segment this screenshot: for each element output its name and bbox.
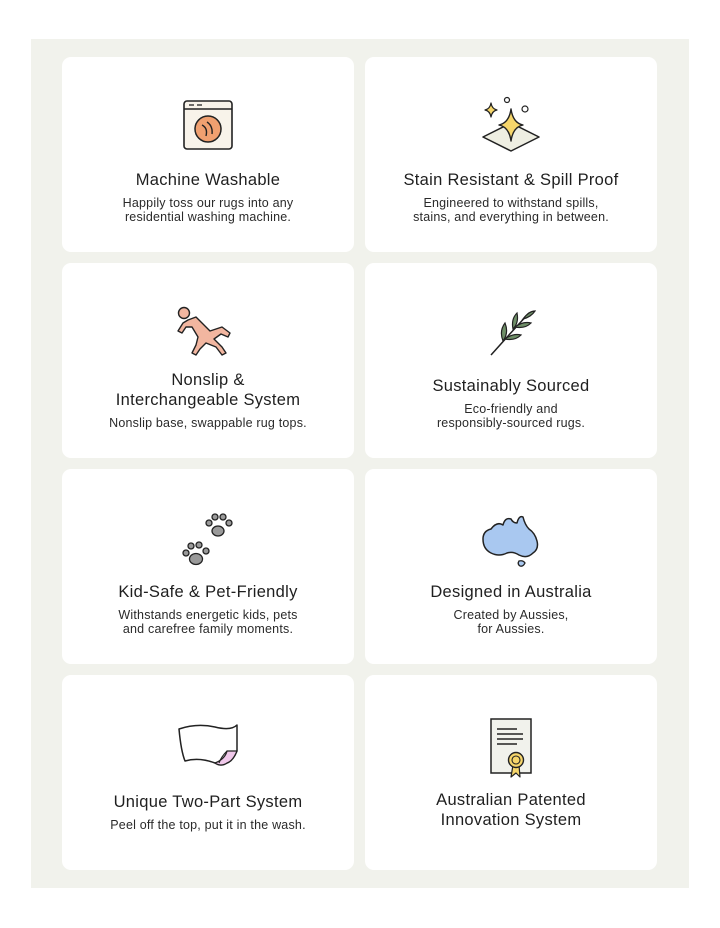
- features-panel: [31, 39, 689, 888]
- leaf-icon: [485, 307, 537, 359]
- sparkle-icon: [479, 95, 543, 157]
- feature-card-two-part-system: [62, 675, 354, 870]
- feature-title: Designed in Australia: [430, 583, 592, 601]
- feature-title: Nonslip & Interchangeable System: [115, 371, 301, 409]
- feature-title: Stain Resistant & Spill Proof: [403, 171, 619, 189]
- feature-text: [62, 370, 354, 430]
- feature-description: Happily toss our rugs into any residential washing machine.: [122, 196, 294, 224]
- feature-text: [365, 170, 657, 224]
- feature-card-kid-safe: [62, 469, 354, 664]
- feature-description: Created by Aussies, for Aussies.: [453, 608, 569, 636]
- feature-description: Nonslip base, swappable rug tops.: [109, 416, 307, 430]
- feature-text: [62, 170, 354, 224]
- certificate-icon: [487, 715, 535, 779]
- feature-description: Withstands energetic kids, pets and carefree family moments.: [118, 608, 298, 636]
- feature-card-sustainably-sourced: [365, 263, 657, 458]
- feature-text: [62, 582, 354, 636]
- feature-text: [365, 376, 657, 430]
- feature-card-machine-washable: [62, 57, 354, 252]
- feature-card-designed-in-australia: [365, 469, 657, 664]
- feature-text: [365, 582, 657, 636]
- feature-description: Peel off the top, put it in the wash.: [110, 818, 306, 832]
- feature-card-nonslip: [62, 263, 354, 458]
- feature-title: Unique Two-Part System: [113, 793, 303, 811]
- feature-title: Machine Washable: [135, 171, 281, 189]
- feature-title: Australian Patented Innovation System: [436, 791, 586, 829]
- feature-text: [365, 790, 657, 830]
- feature-title: Sustainably Sourced: [432, 377, 590, 395]
- feature-description: Eco-friendly and responsibly-sourced rugs.: [436, 402, 586, 430]
- washing-machine-icon: [182, 99, 234, 151]
- feature-card-patented: [365, 675, 657, 870]
- feature-title: Kid-Safe & Pet-Friendly: [118, 583, 298, 601]
- rug-peel-icon: [175, 721, 241, 773]
- feature-text: [62, 792, 354, 832]
- paw-prints-icon: [178, 511, 238, 571]
- feature-description: Engineered to withstand spills, stains, and everything in between.: [413, 196, 609, 224]
- feature-card-stain-resistant: [365, 57, 657, 252]
- australia-map-icon: [479, 511, 543, 571]
- slipping-person-icon: [174, 305, 234, 357]
